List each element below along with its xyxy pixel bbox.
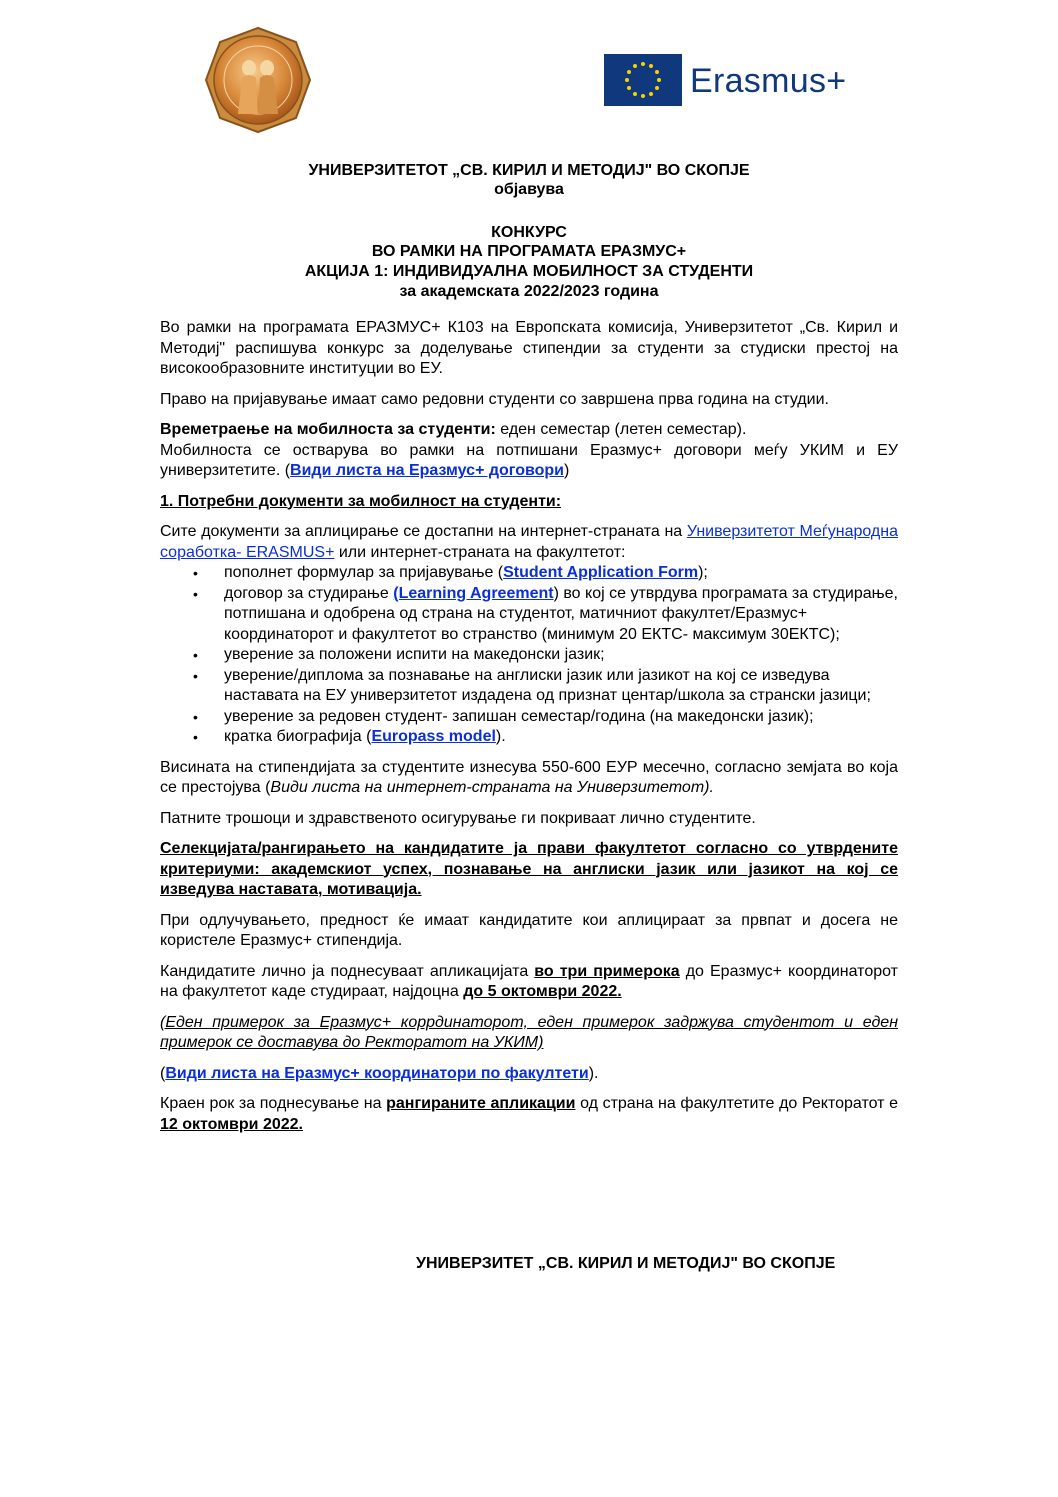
learning-agreement-link[interactable]: (Learning Agreement	[393, 584, 554, 602]
title-programme: ВО РАМКИ НА ПРОГРАМАТА ЕРАЗМУС+	[371, 243, 687, 260]
doc1-text: пополнет формулар за пријавување (	[224, 564, 504, 581]
student-application-form-link[interactable]: Student Application Form	[503, 564, 699, 581]
coordinators-paragraph	[160, 1064, 898, 1085]
copies-note-text: (Еден примерок за Еразмус+ коррдинаторот, еден примерок задржува студентот и еден примерок се доставува до Ректоратот на УКИМ)	[160, 1013, 898, 1051]
coordinators-close: ).	[588, 1064, 599, 1082]
duration-value: еден семестар (летен семестар).	[495, 421, 747, 438]
docs-intro-paragraph	[160, 522, 898, 563]
duration-label: Времетраење на мобилноста за студенти:	[160, 421, 496, 438]
agreements-list-link[interactable]: Види листа на Еразмус+ договори	[290, 462, 565, 479]
doc6-text: кратка биографија (	[224, 728, 372, 745]
selection-text: Селекцијата/рангирањето на кандидатите ја прави факултетот согласно со утврдените критериуми: академскиот успех, познавање на англиски јазик или јазикот на кој се изведува наставата, мотивација.	[160, 840, 898, 898]
final-deadline-date: 12 октомври 2022.	[160, 1115, 303, 1133]
doc1-post: );	[698, 564, 708, 581]
required-documents-list	[160, 563, 898, 748]
list-item: • уверение за редовен студент- запишан семестар/година (на македонски јазик);	[224, 707, 898, 728]
international-cooperation-link[interactable]: Универзитетот Меѓународна соработка- ERASMUS+	[160, 523, 899, 561]
signature-line: УНИВЕРЗИТЕТ „СВ. КИРИЛ И МЕТОДИЈ" ВО СКОПЈЕ	[416, 1255, 836, 1272]
title-action: АКЦИЈА 1: ИНДИВИДУАЛНА МОБИЛНОСТ ЗА СТУДЕНТИ	[304, 263, 754, 280]
scholarship-text: Висината на стипендијата за студентите изнесува 550-600 ЕУР месечно, согласно земјата во која се престојува (	[160, 758, 898, 796]
agreements-text: Мобилноста се остварува во рамки на потпишани Еразмус+ договори меѓу УКИМ и ЕУ универзитетите. (	[160, 441, 898, 479]
agreements-close: )	[564, 462, 570, 479]
priority-paragraph: При одлучувањето, предност ќе имаат кандидатите кои аплицираат за првпат и досега не користеле Еразмус+ стипендија.	[160, 911, 898, 949]
ranked-applications-emphasis: рангираните апликации	[386, 1095, 576, 1112]
submission-text: Кандидатите лично ја поднесуваат апликацијата	[160, 962, 535, 980]
scholarship-italic-note: Види листа на интернет-страната на Универзитетот).	[270, 779, 714, 796]
section1-heading	[160, 492, 898, 513]
submission-deadline: до 5 октомври 2022.	[463, 983, 622, 1000]
deadline-mid: од страна на факултетите до Ректоратот е	[575, 1095, 898, 1112]
university-heading: УНИВЕРЗИТЕТОТ „СВ. КИРИЛ И МЕТОДИЈ" ВО СКОПЈЕ	[308, 162, 750, 179]
travel-paragraph: Патните трошоци и здравственото осигурување ги покриваат лично студентите.	[160, 809, 756, 827]
doc6-post: ).	[495, 728, 506, 745]
three-copies-emphasis: во три примерока	[534, 962, 680, 980]
eu-flag-icon	[604, 54, 682, 106]
title-competition: КОНКУРС	[491, 224, 567, 241]
list-item: • уверение/диплома за познавање на англиски јазик или јазикот на кој се изведува наставата на ЕУ универзитетот издадена од признат центар/школа за странски јазици;	[224, 666, 898, 707]
docs-intro-pre: Сите документи за аплицирање се достапни на интернет-страната на	[160, 523, 687, 540]
submission-paragraph	[160, 962, 898, 1003]
final-deadline-paragraph	[160, 1094, 898, 1135]
list-item	[224, 584, 898, 646]
doc2-text: договор за студирање	[224, 584, 394, 602]
eligibility-paragraph: Право на пријавување имаат само редовни студенти со завршена прва година на студии.	[160, 390, 829, 408]
erasmus-plus-wordmark: Erasmus+	[690, 62, 847, 100]
selection-paragraph	[160, 839, 898, 901]
europass-model-link[interactable]: Europass model	[371, 728, 496, 745]
coordinators-list-link[interactable]: Види листа на Еразмус+ координатори по факултети	[165, 1064, 589, 1082]
doc2-post: ) во кој се утврдува програмата за студирање, потпишана и одобрена од страна на студентот, матичниот факултет/Еразмус+ координаторот и факултетот во странство (минимум 20 ЕКТС- максимум 30ЕКТС);	[224, 584, 898, 643]
docs-intro-post: или интернет-страната на факултетот:	[334, 543, 626, 561]
scholarship-paragraph	[160, 758, 898, 799]
deadline-text: Краен рок за поднесување на	[160, 1095, 387, 1112]
coordinators-open: (	[160, 1064, 166, 1082]
announces-line: објавува	[494, 181, 564, 198]
duration-paragraph	[160, 420, 898, 482]
copies-note-paragraph	[160, 1013, 898, 1054]
document-body	[160, 318, 898, 1145]
list-item: • уверение за положени испити на македонски јазик;	[224, 645, 898, 666]
list-item	[224, 563, 898, 584]
university-seal-logo	[204, 26, 312, 134]
title-year: за академската 2022/2023 година	[399, 283, 659, 300]
section1-heading-text: 1. Потребни документи за мобилност на студенти:	[160, 492, 562, 510]
intro-paragraph: Во рамки на програмата ЕРАЗМУС+ К103 на Европската комисија, Универзитетот „Св. Кирил и Методиј" распишува конкурс за доделување стипендии за студенти за студиски престој на високообразовните институции во ЕУ.	[160, 319, 898, 377]
submission-mid: до Еразмус+ координаторот на факултетот каде студираат, најдоцна	[160, 962, 898, 1000]
list-item	[224, 727, 898, 748]
